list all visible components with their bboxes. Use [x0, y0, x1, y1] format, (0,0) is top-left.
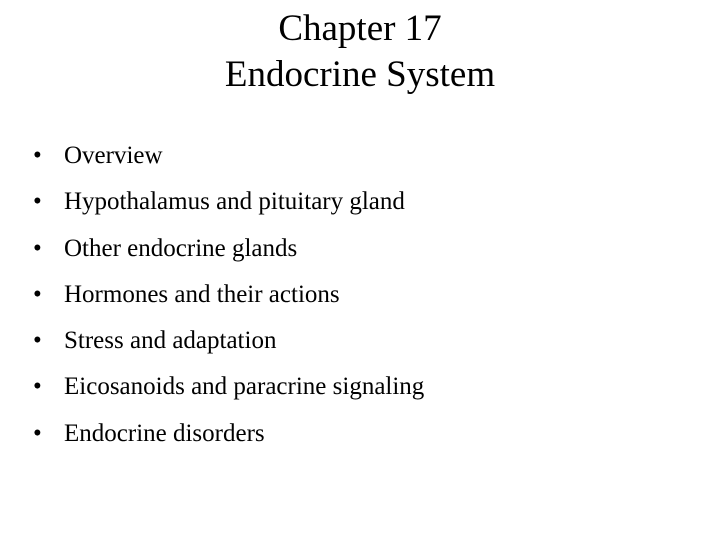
- title-line-chapter: Chapter 17: [278, 8, 442, 49]
- bullet-icon: •: [33, 373, 42, 401]
- bullet-text: Endocrine disorders: [64, 419, 265, 447]
- bullet-text: Other endocrine glands: [64, 234, 298, 262]
- bullet-list: [0, 139, 720, 463]
- bullet-text: Overview: [64, 142, 163, 169]
- bullet-icon: •: [33, 188, 42, 216]
- slide-title: [0, 6, 720, 98]
- bullet-icon: •: [33, 419, 42, 447]
- bullet-icon: •: [33, 234, 42, 262]
- bullet-item-hypothalamus: [0, 185, 720, 231]
- title-line-topic: Endocrine System: [224, 54, 496, 95]
- bullet-text: Hypothalamus and pituitary gland: [64, 188, 405, 216]
- bullet-item-hormones: [0, 278, 720, 324]
- bullet-item-disorders: [0, 417, 720, 463]
- bullet-item-eicosanoids: [0, 370, 720, 416]
- bullet-item-other-glands: [0, 232, 720, 278]
- bullet-item-overview: [0, 139, 720, 185]
- bullet-text: Stress and adaptation: [64, 327, 277, 355]
- bullet-text: Eicosanoids and paracrine signaling: [64, 373, 425, 401]
- bullet-text: Hormones and their actions: [64, 280, 340, 308]
- bullet-icon: •: [33, 280, 42, 308]
- bullet-item-stress: [0, 324, 720, 370]
- bullet-icon: •: [33, 142, 42, 169]
- bullet-icon: •: [33, 327, 42, 355]
